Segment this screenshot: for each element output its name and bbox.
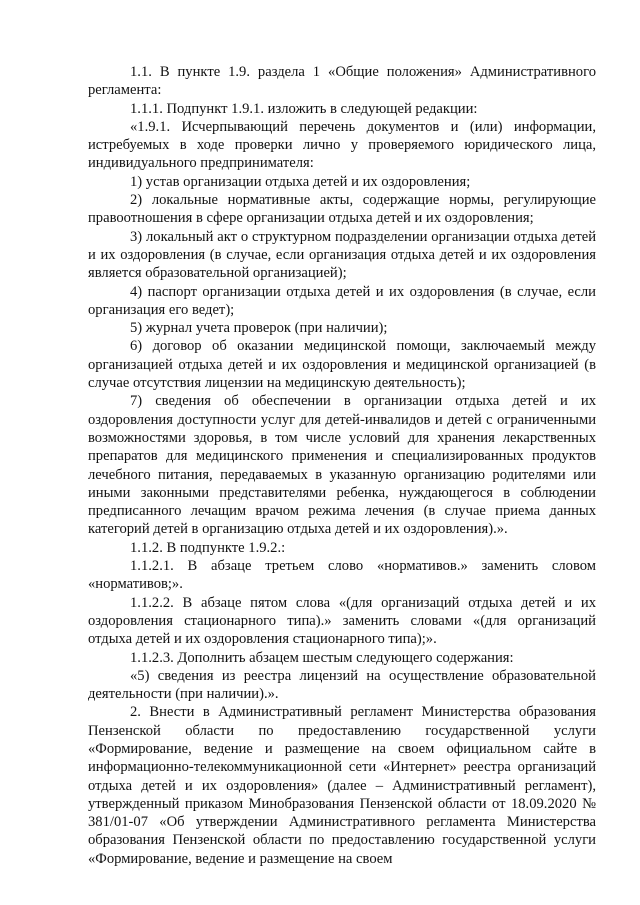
list-item: 4) паспорт организации отдыха детей и их оздоровления (в случае, если организация его ведет); <box>88 283 596 318</box>
list-item: 5) журнал учета проверок (при наличии); <box>130 320 388 337</box>
paragraph: 2. Внести в Административный регламент Министерства образования Пензенской области по предоставлению государственной услуги «Формирование, ведение и размещение на своем официальном сайте в информационно-телекоммуникационной сети «Интернет» реестра организаций отдыха детей и их оздоровления» (далее – Административный регламент), утвержденный приказом Минобразования Пензенской области от 18.09.2020 № 381/01-07 «Об утверждении Административного регламента Министерства образования Пензенской области по предоставлению государственной услуги «Формирование, ведение и размещение на своем <box>88 704 596 867</box>
list-item: 2) локальные нормативные акты, содержащие нормы, регулирующие правоотношения в сфере организации отдыха детей и их оздоровления; <box>88 192 596 227</box>
document-body <box>88 63 596 868</box>
paragraph: 1.1. В пункте 1.9. раздела 1 «Общие положения» Административного регламента: <box>88 64 596 99</box>
list-item: 7) сведения об обеспечении в организации отдыха детей и их оздоровления доступности услуг для детей-инвалидов и детей с ограниченными возможностями здоровья, в том числе условий для хранения лекарственных препаратов для медицинского применения и специализированных продуктов лечебного питания, передаваемых в указанную организацию родителями или иными законными представителями ребенка, нуждающегося в соблюдении предписанного лечащим врачом режима лечения (в случае приема данных категорий детей в организацию отдыха детей и их оздоровления).». <box>88 393 596 538</box>
paragraph: 1.1.2.2. В абзаце пятом слова «(для организаций отдыха детей и их оздоровления стационарного типа).» заменить словами «(для организаций отдыха детей и их оздоровления стационарного типа);». <box>88 594 596 648</box>
list-item: 1) устав организации отдыха детей и их оздоровления; <box>130 173 471 190</box>
paragraph: 1.1.2.3. Дополнить абзацем шестым следующего содержания: <box>130 649 514 666</box>
paragraph: 1.1.2.1. В абзаце третьем слово «нормативов.» заменить словом «нормативов;». <box>88 558 596 593</box>
paragraph: 1.1.2. В подпункте 1.9.2.: <box>130 539 286 556</box>
paragraph: 1.1.1. Подпункт 1.9.1. изложить в следующей редакции: <box>130 100 478 117</box>
paragraph: «1.9.1. Исчерпывающий перечень документов и (или) информации, истребуемых в ходе проверки лично у проверяемого юридического лица, индивидуального предпринимателя: <box>88 118 596 172</box>
paragraph: «5) сведения из реестра лицензий на осуществление образовательной деятельности (при наличии).». <box>88 667 596 703</box>
list-item: 3) локальный акт о структурном подразделении организации отдыха детей и их оздоровления (в случае, если организация отдыха детей и их оздоровления является образовательной организацией); <box>88 228 596 282</box>
list-item: 6) договор об оказании медицинской помощи, заключаемый между организацией отдыха детей и их оздоровления и медицинской организацией (в случае отсутствия лицензии на медицинскую деятельность); <box>88 338 596 392</box>
